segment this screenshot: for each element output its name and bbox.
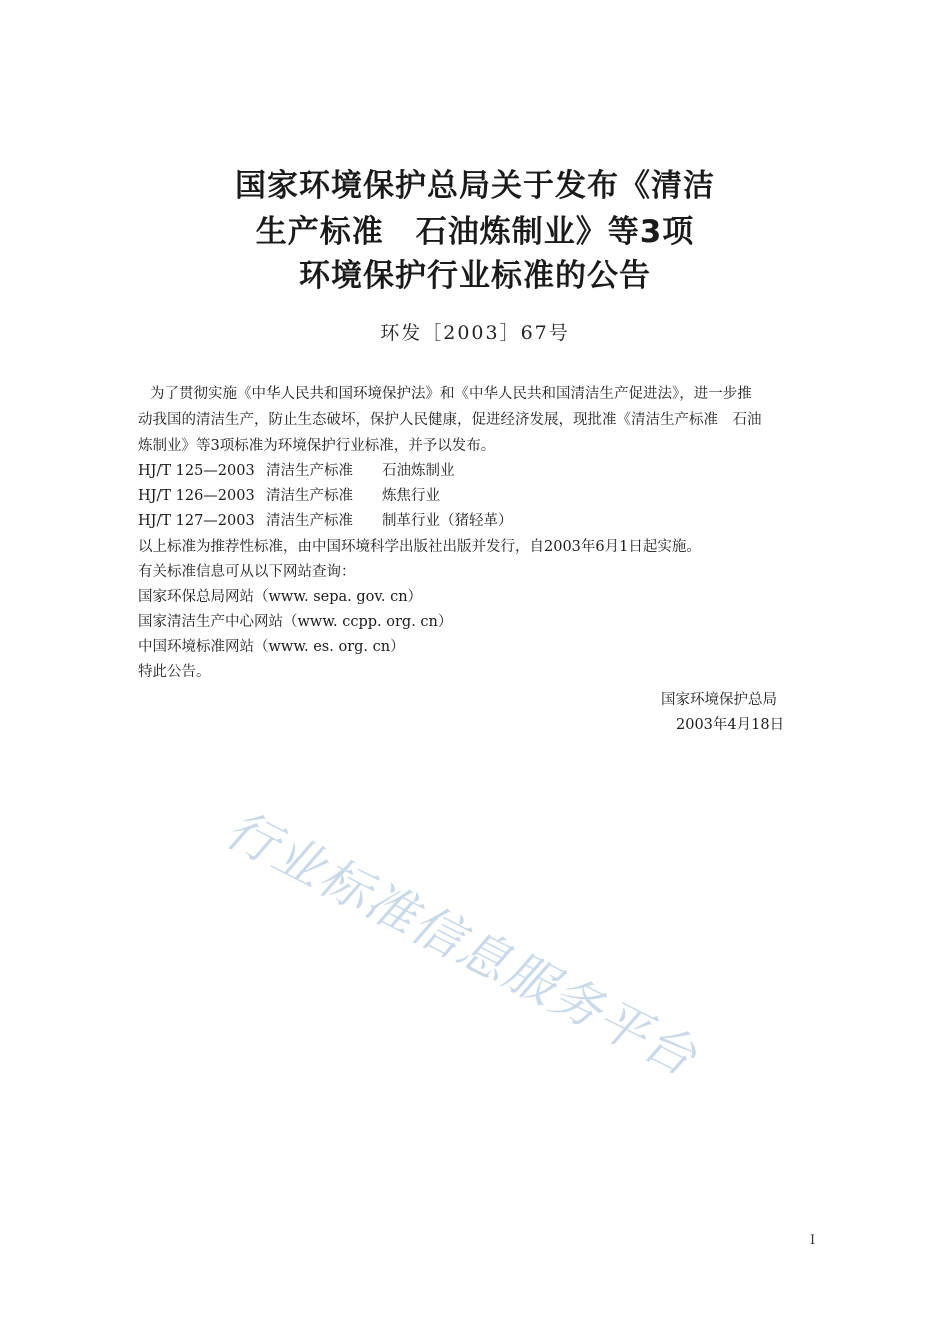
standard-name: 清洁生产标准	[266, 488, 353, 504]
website-sepa: 国家环保总局网站（www. sepa. gov. cn）	[138, 589, 423, 605]
standard-industry: 制革行业（猪轻革）	[382, 513, 513, 529]
website-ccpp: 国家清洁生产中心网站（www. ccpp. org. cn）	[138, 614, 453, 630]
standard-name: 清洁生产标准	[266, 513, 353, 529]
document-number: 环发［2003］67号	[380, 322, 570, 344]
signature-date: 2003年4月18日	[676, 717, 785, 733]
intro-line-1: 为了贯彻实施《中华人民共和国环境保护法》和《中华人民共和国清洁生产促进法》，进一步推	[150, 386, 752, 402]
standard-row	[138, 508, 513, 534]
standard-name: 清洁生产标准	[266, 463, 353, 479]
standard-code: HJ/T 127—2003	[138, 513, 255, 529]
intro-line-2: 动我国的清洁生产，防止生态破坏，保护人民健康，促进经济发展，现批准《清洁生产标准 石油	[138, 412, 762, 428]
standard-row	[138, 458, 455, 484]
website-es: 中国环境标准网站（www. es. org. cn）	[138, 639, 405, 655]
title-line-3: 环境保护行业标准的公告	[299, 258, 651, 294]
signature-issuer: 国家环境保护总局	[661, 692, 777, 708]
intro-line-3: 炼制业》等3项标准为环境保护行业标准，并予以发布。	[138, 438, 496, 454]
standard-code: HJ/T 125—2003	[138, 463, 255, 479]
page-number: I	[810, 1233, 816, 1248]
websites-intro: 有关标准信息可从以下网站查询：	[138, 564, 356, 580]
standard-row	[138, 483, 440, 509]
title-line-1: 国家环境保护总局关于发布《清洁	[235, 168, 715, 204]
watermark: 行业标准信息服务平台	[216, 799, 707, 1088]
standard-industry: 石油炼制业	[382, 463, 455, 479]
title-line-2: 生产标准 石油炼制业》等3项	[255, 214, 695, 250]
standard-industry: 炼焦行业	[382, 488, 440, 504]
implementation-text: 以上标准为推荐性标准，由中国环境科学出版社出版并发行，自2003年6月1日起实施。	[138, 539, 701, 555]
closing-text: 特此公告。	[138, 664, 211, 680]
standard-code: HJ/T 126—2003	[138, 488, 255, 504]
